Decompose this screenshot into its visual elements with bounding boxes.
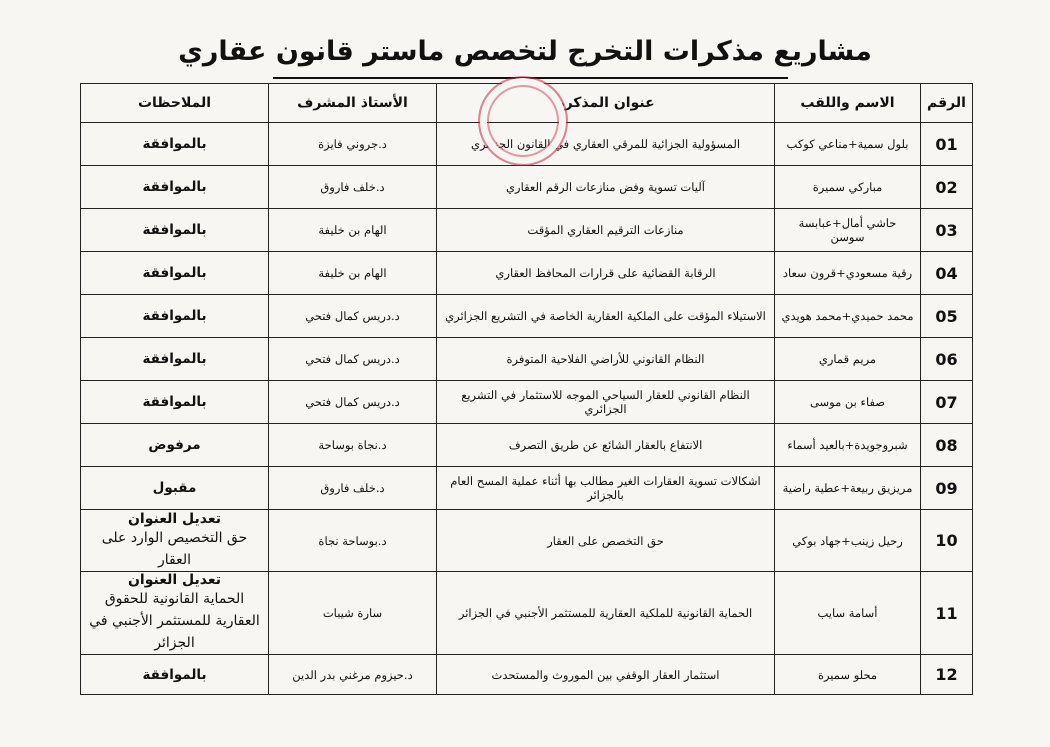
note-detail: حق التخصيص الوارد على العقار	[101, 529, 248, 568]
thesis-title: النظام القانوني للأراضي الفلاحية المتوفرة	[437, 338, 775, 381]
student-name: حاشي أمال+عبابسة سوسن	[775, 209, 921, 252]
row-number: 05	[921, 295, 973, 338]
supervisor: د.دريس كمال فتحي	[269, 295, 437, 338]
note: بالموافقة	[81, 338, 269, 381]
thesis-title: الرقابة القضائية على قرارات المحافظ العقاري	[437, 252, 775, 295]
row-number: 04	[921, 252, 973, 295]
note: بالموافقة	[81, 655, 269, 695]
thesis-title: الاستيلاء المؤقت على الملكية العقارية الخاصة في التشريع الجزائري	[437, 295, 775, 338]
row-number: 06	[921, 338, 973, 381]
thesis-title: منازعات الترقيم العقاري المؤقت	[437, 209, 775, 252]
note-cell	[81, 510, 269, 572]
student-name: محمد حميدي+محمد هويدي	[775, 295, 921, 338]
table-row	[81, 510, 973, 572]
supervisor: د.دريس كمال فتحي	[269, 338, 437, 381]
table-row	[81, 655, 973, 695]
page-title: مشاريع مذكرات التخرج لتخصص ماستر قانون عقاري	[178, 36, 872, 67]
supervisor: د.نجاة بوساحة	[269, 424, 437, 467]
thesis-title: حق التخصص على العقار	[437, 510, 775, 572]
row-number: 09	[921, 467, 973, 510]
student-name: رقية مسعودي+قرون سعاد	[775, 252, 921, 295]
note: مرفوض	[81, 424, 269, 467]
table-row	[81, 381, 973, 424]
thesis-title: النظام القانوني للعقار السياحي الموجه للاستثمار في التشريع الجزائري	[437, 381, 775, 424]
student-name: مباركي سميرة	[775, 166, 921, 209]
student-name: مريزيق ربيعة+عطية راضية	[775, 467, 921, 510]
note: مقبول	[81, 467, 269, 510]
table-row	[81, 295, 973, 338]
supervisor: د.دريس كمال فتحي	[269, 381, 437, 424]
row-number: 10	[921, 510, 973, 572]
student-name: رحيل زينب+جهاد بوكي	[775, 510, 921, 572]
thesis-title: الانتفاع بالعقار الشائع عن طريق التصرف	[437, 424, 775, 467]
student-name: أسامة سايب	[775, 572, 921, 655]
student-name: محلو سميرة	[775, 655, 921, 695]
student-name: شبروجويدة+بالعيد أسماء	[775, 424, 921, 467]
supervisor: د.خلف فاروق	[269, 166, 437, 209]
row-number: 08	[921, 424, 973, 467]
supervisor: د.خلف فاروق	[269, 467, 437, 510]
row-number: 01	[921, 123, 973, 166]
note: تعديل العنوان	[127, 510, 222, 527]
thesis-title: اشكالات تسوية العقارات الغير مطالب بها أثناء عملية المسح العام بالجزائر	[437, 467, 775, 510]
column-header-title: عنوان المذكرة	[437, 84, 775, 123]
note: بالموافقة	[81, 295, 269, 338]
thesis-title: استثمار العقار الوقفي بين الموروث والمستحدث	[437, 655, 775, 695]
supervisor: الهام بن خليفة	[269, 252, 437, 295]
column-header-notes: الملاحظات	[81, 84, 269, 123]
table-row	[81, 252, 973, 295]
supervisor: د.حيزوم مرغني بدر الدين	[269, 655, 437, 695]
note: بالموافقة	[81, 252, 269, 295]
table-row	[81, 424, 973, 467]
student-name: بلول سمية+مناعي كوكب	[775, 123, 921, 166]
student-name: صفاء بن موسى	[775, 381, 921, 424]
note: بالموافقة	[81, 166, 269, 209]
table-row	[81, 467, 973, 510]
thesis-title: الحماية القانونية للملكية العقارية للمستثمر الأجنبي في الجزائر	[437, 572, 775, 655]
note-detail: الحماية القانونية للحقوق العقارية للمستثمر الأجنبي في الجزائر	[89, 591, 260, 651]
table-row	[81, 209, 973, 252]
table-row	[81, 572, 973, 655]
column-header-supervisor: الأستاذ المشرف	[269, 84, 437, 123]
note: بالموافقة	[81, 209, 269, 252]
row-number: 02	[921, 166, 973, 209]
row-number: 07	[921, 381, 973, 424]
note: تعديل العنوان	[127, 572, 222, 588]
supervisor: الهام بن خليفة	[269, 209, 437, 252]
thesis-title: آليات تسوية وفض منازعات الرقم العقاري	[437, 166, 775, 209]
table-row	[81, 166, 973, 209]
supervisor: د.جروني فايزة	[269, 123, 437, 166]
row-number: 11	[921, 572, 973, 655]
note: بالموافقة	[81, 123, 269, 166]
projects-table	[80, 83, 973, 695]
table-row	[81, 338, 973, 381]
column-header-number: الرقم	[921, 84, 973, 123]
note: بالموافقة	[81, 381, 269, 424]
row-number: 03	[921, 209, 973, 252]
supervisor: سارة شيبات	[269, 572, 437, 655]
student-name: مريم قماري	[775, 338, 921, 381]
supervisor: د.بوساحة نجاة	[269, 510, 437, 572]
thesis-title: المسؤولية الجزائية للمرقي العقاري في القانون الجزائري	[437, 123, 775, 166]
note-cell	[81, 572, 269, 655]
column-header-name: الاسم واللقب	[775, 84, 921, 123]
row-number: 12	[921, 655, 973, 695]
